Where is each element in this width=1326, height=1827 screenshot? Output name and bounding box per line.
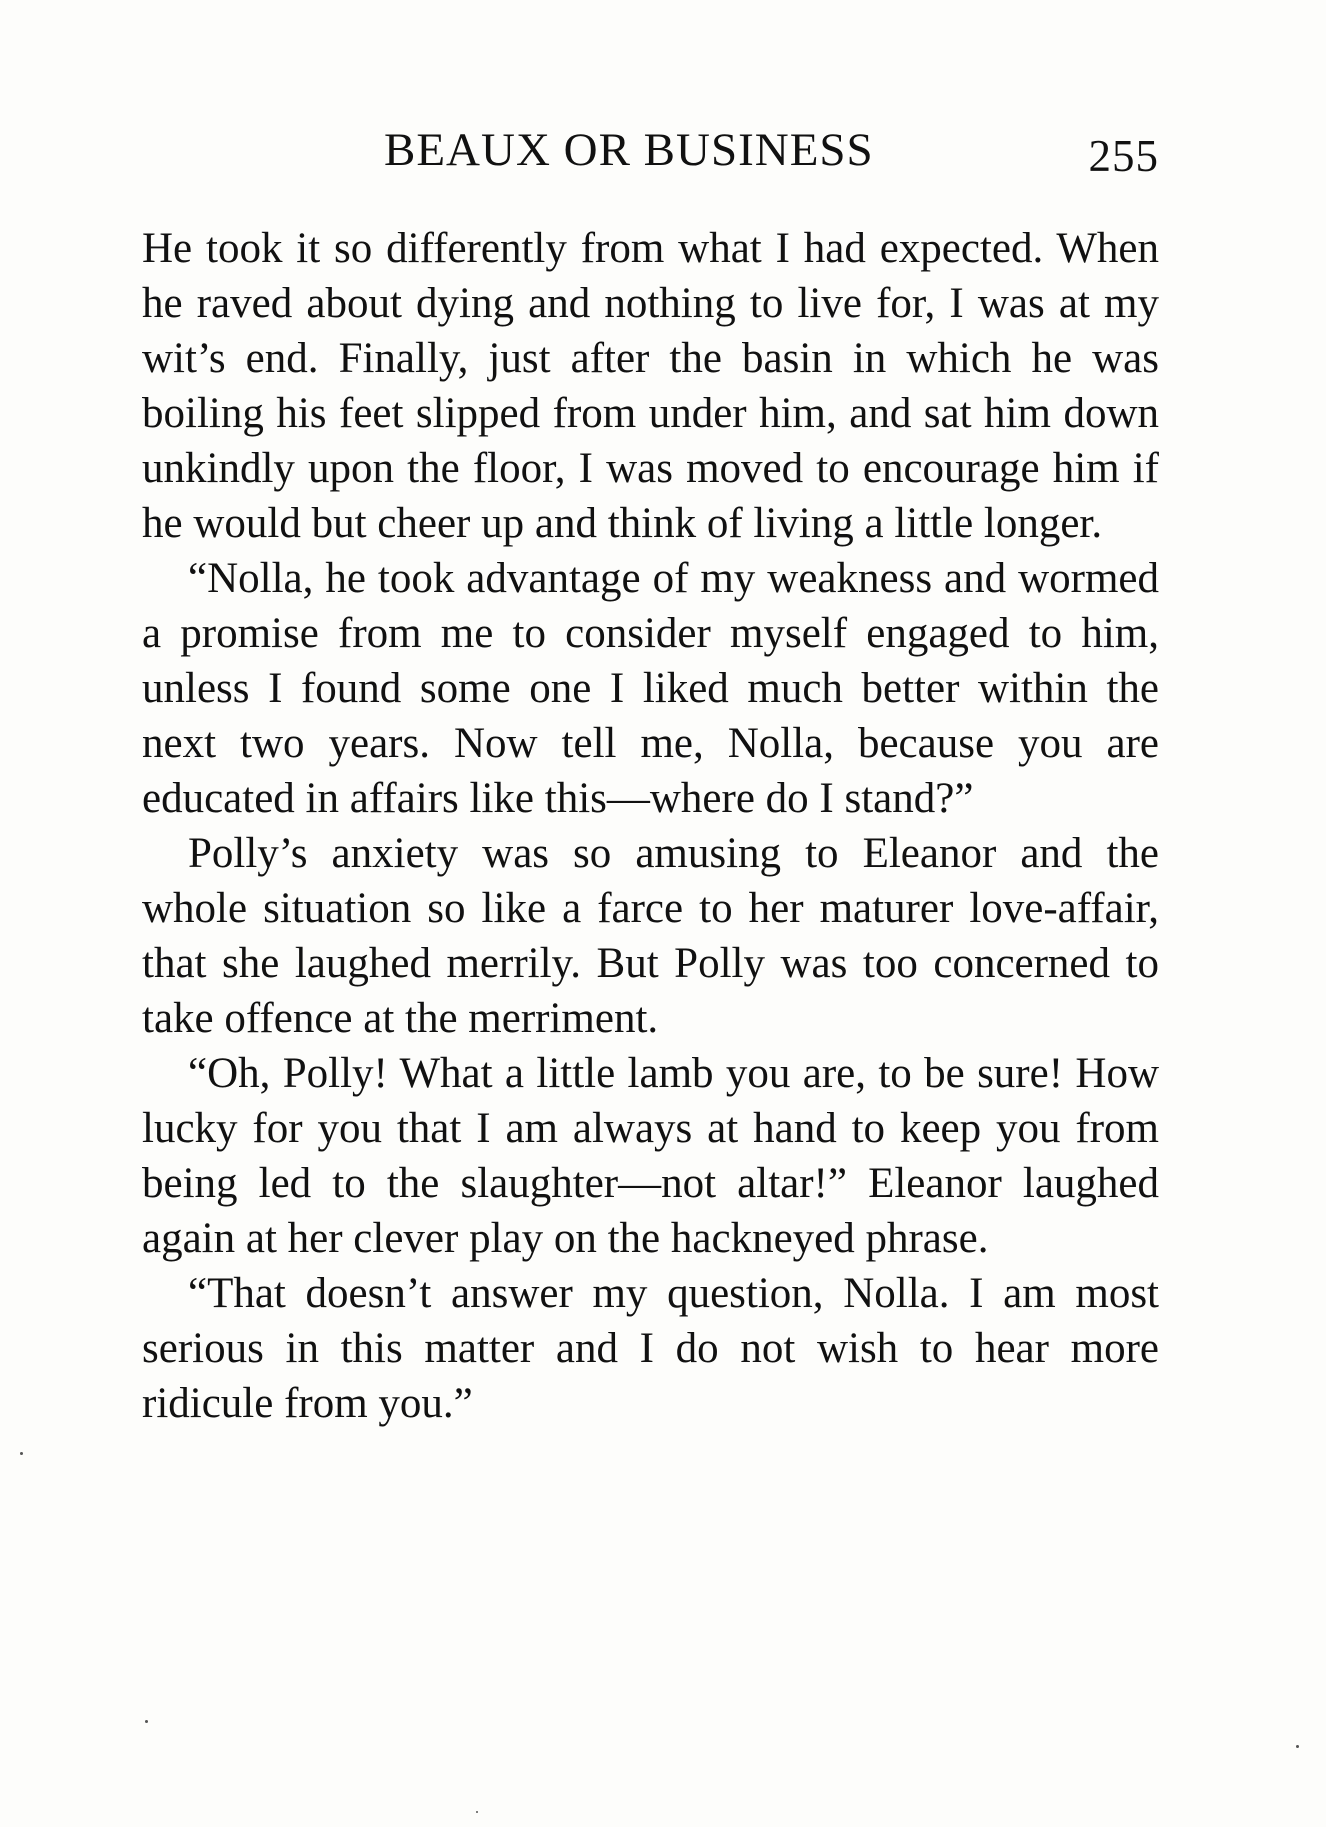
body-text bbox=[142, 221, 1159, 1431]
paper-speck bbox=[20, 1452, 23, 1455]
paper-speck bbox=[476, 1811, 478, 1813]
page-number: 255 bbox=[1088, 131, 1159, 181]
paragraph-5: “That doesn’t answer my question, Nolla. I am most serious in this matter and I do not wish to hear more ridicule from you.” bbox=[142, 1270, 1159, 1427]
paper-speck bbox=[145, 1720, 148, 1723]
paragraph-3: Polly’s anxiety was so amusing to Eleanor and the whole situation so like a farce to her maturer love-affair, that she laughed merrily. But Polly was too concerned to take offence at the merriment. bbox=[142, 830, 1159, 1042]
paragraph-2: “Nolla, he took advantage of my weakness and wormed a promise from me to consider myself engaged to him, unless I found some one I liked much better within the next two years. Now tell me, Nolla, because you are educated in affairs like this—where do I stand?” bbox=[142, 555, 1159, 822]
paragraph-1: He took it so differently from what I had expected. When he raved about dying and nothing to live for, I was at my wit’s end. Finally, just after the basin in which he was boiling his feet slipped from under him, and sat him down unkindly upon the floor, I was moved to encourage him if he would but cheer up and think of living a little longer. bbox=[142, 225, 1159, 547]
running-title: BEAUX OR BUSINESS bbox=[384, 124, 874, 176]
running-head bbox=[142, 120, 1159, 180]
paper-speck bbox=[1296, 1745, 1299, 1748]
paragraph-4: “Oh, Polly! What a little lamb you are, to be sure! How lucky for you that I am always at hand to keep you from being led to the slaughter—not altar!” Eleanor laughed again at her clever play on the hackneyed phrase. bbox=[142, 1050, 1159, 1262]
